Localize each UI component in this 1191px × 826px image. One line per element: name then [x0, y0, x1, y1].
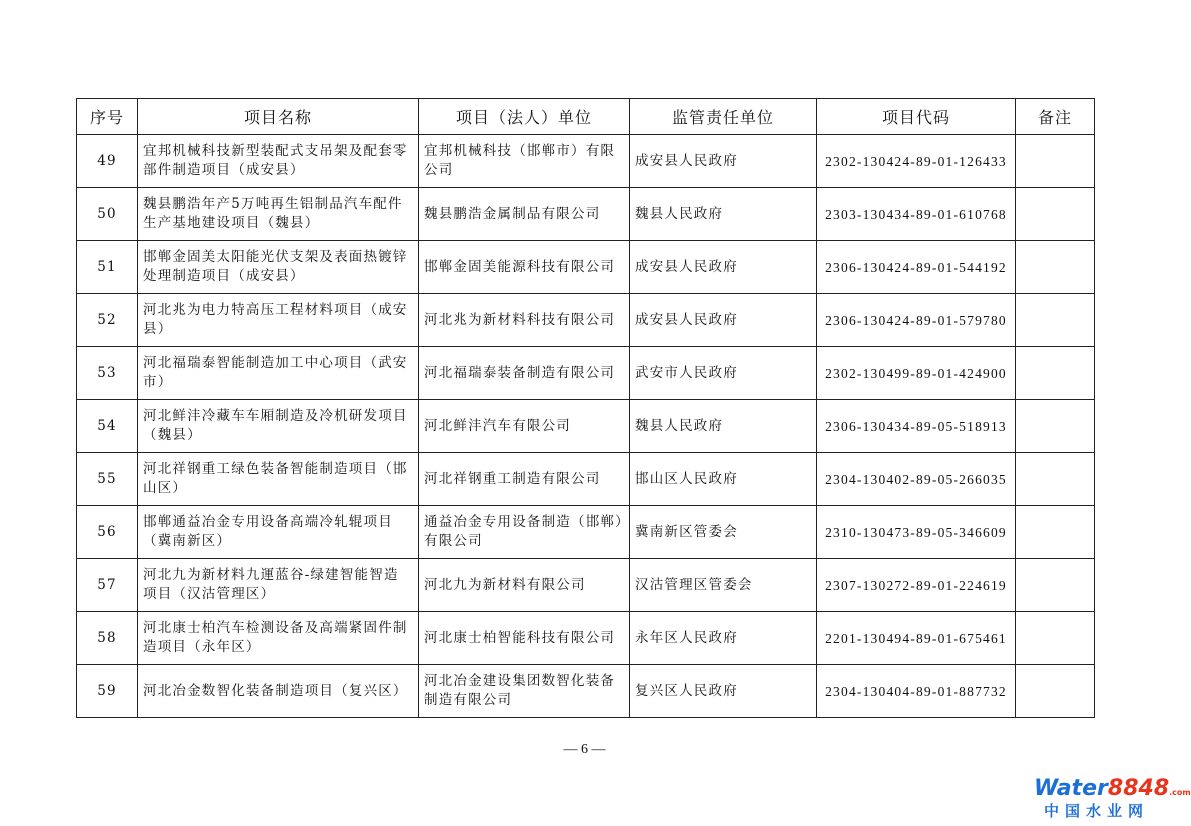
row-project-name: 河北兆为电力特高压工程材料项目（成安县）: [138, 294, 419, 347]
header-remark: 备注: [1016, 99, 1095, 135]
row-supervisor: 成安县人民政府: [630, 241, 817, 294]
row-remark: [1016, 188, 1095, 241]
row-supervisor: 邯山区人民政府: [630, 453, 817, 506]
table-row: [77, 612, 1095, 665]
row-remark: [1016, 135, 1095, 188]
table-row: [77, 453, 1095, 506]
table-row: [77, 400, 1095, 453]
row-no: 53: [77, 347, 138, 400]
row-legal-unit: 河北兆为新材料科技有限公司: [419, 294, 630, 347]
table-row: [77, 135, 1095, 188]
row-no: 50: [77, 188, 138, 241]
row-project-code: 2201-130494-89-01-675461: [817, 612, 1016, 665]
row-project-name: 河北福瑞泰智能制造加工中心项目（武安市）: [138, 347, 419, 400]
row-legal-unit: 通益冶金专用设备制造（邯郸）有限公司: [419, 506, 630, 559]
row-remark: [1016, 665, 1095, 718]
row-no: 55: [77, 453, 138, 506]
page-number: — 6 —: [563, 742, 606, 757]
row-supervisor: 魏县人民政府: [630, 188, 817, 241]
row-project-code: 2306-130424-89-01-579780: [817, 294, 1016, 347]
row-legal-unit: 河北祥钢重工制造有限公司: [419, 453, 630, 506]
row-legal-unit: 河北鲜沣汽车有限公司: [419, 400, 630, 453]
table-row: [77, 188, 1095, 241]
row-project-code: 2304-130404-89-01-887732: [817, 665, 1016, 718]
row-project-code: 2306-130424-89-01-544192: [817, 241, 1016, 294]
row-supervisor: 武安市人民政府: [630, 347, 817, 400]
header-project-name: 项目名称: [138, 99, 419, 135]
row-legal-unit: 河北康士柏智能科技有限公司: [419, 612, 630, 665]
row-project-name: 河北祥钢重工绿色装备智能制造项目（邯山区）: [138, 453, 419, 506]
logo-word-red: 8848: [1107, 776, 1170, 801]
row-legal-unit: 魏县鹏浩金属制品有限公司: [419, 188, 630, 241]
header-supervisor: 监管责任单位: [630, 99, 817, 135]
table-header-row: [77, 99, 1095, 135]
row-remark: [1016, 347, 1095, 400]
row-project-code: 2306-130434-89-05-518913: [817, 400, 1016, 453]
row-no: 52: [77, 294, 138, 347]
row-project-code: 2310-130473-89-05-346609: [817, 506, 1016, 559]
row-project-code: 2307-130272-89-01-224619: [817, 559, 1016, 612]
row-legal-unit: 河北福瑞泰装备制造有限公司: [419, 347, 630, 400]
table-row: [77, 347, 1095, 400]
row-remark: [1016, 506, 1095, 559]
row-project-name: 河北冶金数智化装备制造项目（复兴区）: [138, 665, 419, 718]
row-no: 51: [77, 241, 138, 294]
row-remark: [1016, 612, 1095, 665]
row-project-name: 河北康士柏汽车检测设备及高端紧固件制造项目（永年区）: [138, 612, 419, 665]
row-legal-unit: 河北冶金建设集团数智化装备制造有限公司: [419, 665, 630, 718]
row-supervisor: 魏县人民政府: [630, 400, 817, 453]
row-project-code: 2302-130424-89-01-126433: [817, 135, 1016, 188]
row-project-code: 2304-130402-89-05-266035: [817, 453, 1016, 506]
row-project-name: 魏县鹏浩年产5万吨再生铝制品汽车配件生产基地建设项目（魏县）: [138, 188, 419, 241]
row-no: 49: [77, 135, 138, 188]
row-remark: [1016, 294, 1095, 347]
logo-chinese: 中国水业网: [1044, 802, 1150, 820]
row-supervisor: 永年区人民政府: [630, 612, 817, 665]
row-legal-unit: 宜邦机械科技（邯郸市）有限公司: [419, 135, 630, 188]
row-supervisor: 汉沽管理区管委会: [630, 559, 817, 612]
row-project-name: 河北九为新材料九運蓝谷-绿建智能智造项目（汉沽管理区）: [138, 559, 419, 612]
row-no: 54: [77, 400, 138, 453]
row-project-code: 2302-130499-89-01-424900: [817, 347, 1016, 400]
row-project-name: 宜邦机械科技新型装配式支吊架及配套零部件制造项目（成安县）: [138, 135, 419, 188]
header-project-code: 项目代码: [817, 99, 1016, 135]
row-no: 56: [77, 506, 138, 559]
logo-wordmark: [1034, 776, 1191, 801]
row-project-code: 2303-130434-89-01-610768: [817, 188, 1016, 241]
row-remark: [1016, 453, 1095, 506]
logo-word-blue: Water: [1034, 776, 1108, 801]
header-no: 序号: [77, 99, 138, 135]
table-row: [77, 241, 1095, 294]
row-no: 57: [77, 559, 138, 612]
watermark-logo: [1034, 776, 1191, 822]
row-supervisor: 成安县人民政府: [630, 135, 817, 188]
row-supervisor: 冀南新区管委会: [630, 506, 817, 559]
row-remark: [1016, 241, 1095, 294]
table-row: [77, 294, 1095, 347]
row-project-name: 邯郸通益冶金专用设备高端冷轧辊项目（冀南新区）: [138, 506, 419, 559]
row-project-name: 邯郸金固美太阳能光伏支架及表面热镀锌处理制造项目（成安县）: [138, 241, 419, 294]
row-no: 58: [77, 612, 138, 665]
table-row: [77, 506, 1095, 559]
row-no: 59: [77, 665, 138, 718]
row-remark: [1016, 559, 1095, 612]
header-legal-unit: 项目（法人）单位: [419, 99, 630, 135]
row-project-name: 河北鲜沣冷藏车车厢制造及冷机研发项目（魏县）: [138, 400, 419, 453]
row-remark: [1016, 400, 1095, 453]
table-row: [77, 665, 1095, 718]
row-supervisor: 复兴区人民政府: [630, 665, 817, 718]
logo-suffix: .com: [1169, 788, 1191, 797]
row-supervisor: 成安县人民政府: [630, 294, 817, 347]
project-table: [76, 98, 1095, 718]
table-row: [77, 559, 1095, 612]
row-legal-unit: 邯郸金固美能源科技有限公司: [419, 241, 630, 294]
row-legal-unit: 河北九为新材料有限公司: [419, 559, 630, 612]
